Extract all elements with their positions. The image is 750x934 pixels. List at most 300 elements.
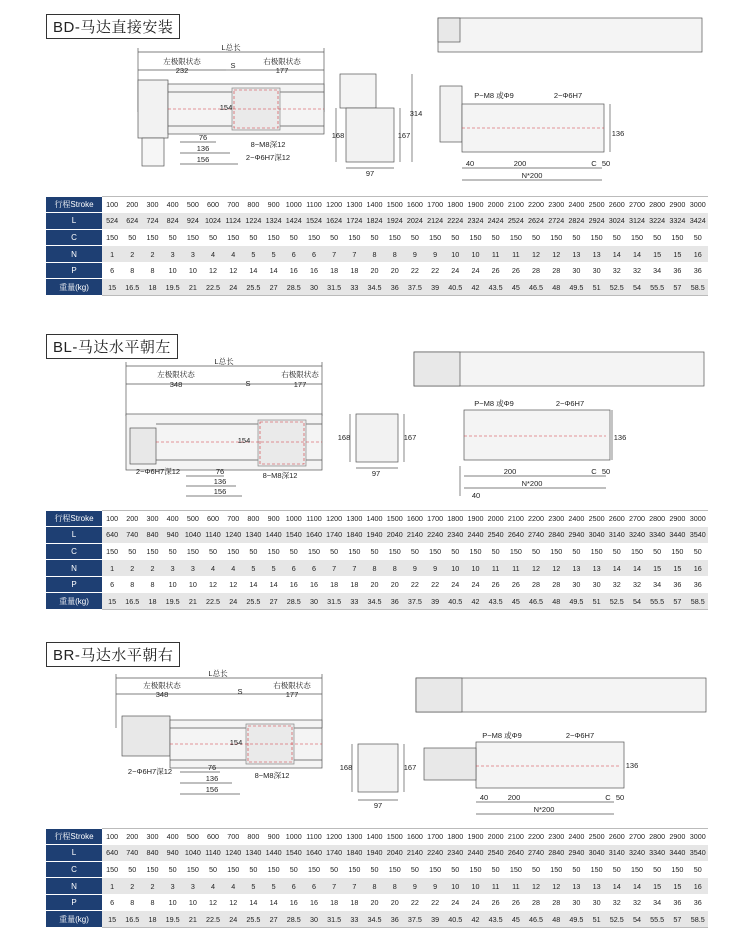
table-cell: 34	[647, 894, 667, 911]
row-label: L	[46, 213, 102, 230]
table-cell: 14	[607, 560, 627, 577]
table-row	[46, 213, 708, 230]
dim-m8: 8−M8深12	[250, 140, 286, 149]
table-cell: 150	[465, 861, 485, 878]
table-cell: 1100	[304, 197, 324, 213]
table-cell: 26	[486, 576, 506, 593]
table-cell: 150	[183, 861, 203, 878]
table-cell: 14	[243, 576, 263, 593]
table-cell: 50	[687, 543, 708, 560]
table-cell: 20	[364, 576, 384, 593]
table-cell: 400	[163, 197, 183, 213]
table-cell: 150	[264, 229, 284, 246]
table-cell: 18	[324, 576, 344, 593]
table-cell: 34	[647, 576, 667, 593]
table-cell: 4	[223, 560, 243, 577]
table-cell: 600	[203, 829, 223, 845]
table-cell: 4	[223, 878, 243, 895]
table-cell: 2224	[445, 213, 465, 230]
table-cell: 1840	[344, 527, 364, 544]
table-cell: 2400	[566, 197, 586, 213]
table-cell: 2140	[405, 845, 425, 862]
table-cell: 50	[324, 861, 344, 878]
table-cell: 11	[506, 878, 526, 895]
table-cell: 50	[405, 229, 425, 246]
table-cell: 150	[587, 861, 607, 878]
table-cell: 36	[385, 593, 405, 610]
table-cell: 2024	[405, 213, 425, 230]
table-cell: 50	[284, 543, 304, 560]
table-cell: 300	[142, 197, 162, 213]
table-cell: 15	[667, 878, 687, 895]
dim-pin: 2−Φ6H7深12	[245, 153, 291, 162]
dim-136: 136	[196, 144, 210, 153]
table-cell: 24	[445, 894, 465, 911]
table-cell: 50	[163, 229, 183, 246]
table-row	[46, 894, 708, 911]
table-cell: 50	[486, 861, 506, 878]
table-cell: 2000	[486, 829, 506, 845]
table-cell: 7	[344, 560, 364, 577]
table-cell: 1040	[183, 527, 203, 544]
table-cell: 50	[566, 543, 586, 560]
dim-200: 200	[507, 793, 521, 802]
table-cell: 20	[385, 576, 405, 593]
table-cell: 43.5	[486, 279, 506, 296]
table-cell: 28	[546, 576, 566, 593]
drawing-br	[0, 632, 750, 822]
table-cell: 1100	[304, 829, 324, 845]
table-cell: 150	[183, 229, 203, 246]
table-cell: 3124	[627, 213, 647, 230]
table-cell: 24	[465, 262, 485, 279]
table-cell: 37.5	[405, 911, 425, 928]
table-cell: 19.5	[163, 911, 183, 928]
table-cell: 3540	[687, 845, 708, 862]
table-cell: 24	[445, 576, 465, 593]
table-cell: 1000	[284, 829, 304, 845]
table-cell: 3240	[627, 527, 647, 544]
table-cell: 57	[667, 911, 687, 928]
table-cell: 2924	[587, 213, 607, 230]
table-cell: 50	[566, 861, 586, 878]
table-cell: 8	[364, 246, 384, 263]
table-cell: 1800	[445, 197, 465, 213]
table-cell: 6	[284, 246, 304, 263]
table-cell: 26	[486, 262, 506, 279]
table-cell: 1800	[445, 511, 465, 527]
table-cell: 12	[526, 246, 546, 263]
table-cell: 150	[102, 229, 122, 246]
dim-97: 97	[373, 801, 383, 810]
table-cell: 100	[102, 829, 122, 845]
dim-168: 168	[339, 763, 353, 772]
table-cell: 2140	[405, 527, 425, 544]
table-cell: 150	[667, 543, 687, 560]
dim-left-limit: 左极限状态	[143, 681, 181, 690]
table-cell: 150	[304, 543, 324, 560]
dim-200: 200	[513, 159, 527, 168]
table-cell: 1640	[304, 845, 324, 862]
table-cell: 43.5	[486, 911, 506, 928]
dim-pm8: P−M8 或Φ9	[474, 399, 514, 408]
table-cell: 2440	[465, 845, 485, 862]
table-cell: 14	[264, 576, 284, 593]
table-cell: 2800	[647, 197, 667, 213]
table-cell: 1540	[284, 845, 304, 862]
table-cell: 16	[304, 262, 324, 279]
table-cell: 2500	[587, 829, 607, 845]
table-cell: 6	[102, 262, 122, 279]
table-cell: 22	[425, 894, 445, 911]
table-cell: 1740	[324, 845, 344, 862]
table-cell: 8	[122, 894, 142, 911]
table-cell: 14	[607, 878, 627, 895]
table-cell: 16	[304, 576, 324, 593]
table-cell: 8	[364, 560, 384, 577]
table-cell: 2100	[506, 197, 526, 213]
table-cell: 6	[284, 878, 304, 895]
table-cell: 8	[385, 878, 405, 895]
table-cell: 8	[385, 246, 405, 263]
table-cell: 150	[223, 543, 243, 560]
table-cell: 14	[627, 878, 647, 895]
table-cell: 3224	[647, 213, 667, 230]
table-cell: 32	[607, 894, 627, 911]
table-cell: 46.5	[526, 279, 546, 296]
row-label: C	[46, 229, 102, 246]
row-label: 行程Stroke	[46, 511, 102, 527]
dim-156: 156	[213, 487, 227, 496]
table-cell: 18	[344, 262, 364, 279]
table-cell: 50	[647, 861, 667, 878]
dim-167: 167	[397, 131, 411, 140]
table-cell: 900	[264, 511, 284, 527]
table-cell: 11	[506, 246, 526, 263]
dim-n200: N*200	[533, 805, 555, 814]
table-cell: 11	[506, 560, 526, 577]
table-cell: 1840	[344, 845, 364, 862]
table-cell: 1200	[324, 829, 344, 845]
table-cell: 13	[566, 878, 586, 895]
row-label: 重量(kg)	[46, 279, 102, 296]
table-cell: 500	[183, 197, 203, 213]
table-cell: 900	[264, 829, 284, 845]
table-cell: 36	[385, 279, 405, 296]
table-cell: 700	[223, 197, 243, 213]
table-cell: 39	[425, 911, 445, 928]
table-cell: 8	[142, 262, 162, 279]
row-label: 重量(kg)	[46, 911, 102, 928]
table-row	[46, 861, 708, 878]
dim-left-value: 232	[175, 66, 189, 75]
table-cell: 1900	[465, 829, 485, 845]
table-cell: 2624	[526, 213, 546, 230]
table-cell: 20	[385, 262, 405, 279]
table-cell: 24	[223, 911, 243, 928]
dim-pm8: P−M8 或Φ9	[482, 731, 522, 740]
table-cell: 2	[122, 246, 142, 263]
table-cell: 1300	[344, 829, 364, 845]
dim-right-limit: 右极限状态	[273, 681, 311, 690]
table-cell: 2700	[627, 197, 647, 213]
table-row	[46, 829, 708, 845]
table-cell: 36	[667, 576, 687, 593]
table-cell: 1600	[405, 197, 425, 213]
dim-stroke: S	[245, 379, 251, 388]
table-cell: 15	[647, 246, 667, 263]
table-cell: 32	[627, 894, 647, 911]
table-cell: 640	[102, 527, 122, 544]
table-cell: 58.5	[687, 593, 708, 610]
table-cell: 940	[163, 527, 183, 544]
table-cell: 3140	[607, 527, 627, 544]
table-cell: 2900	[667, 829, 687, 845]
table-cell: 150	[546, 229, 566, 246]
section-title: BD-马达直接安装	[46, 14, 180, 39]
table-cell: 50	[324, 543, 344, 560]
table-cell: 1040	[183, 845, 203, 862]
table-row	[46, 593, 708, 610]
table-cell: 800	[243, 511, 263, 527]
section-bd	[0, 0, 750, 300]
table-cell: 2340	[445, 527, 465, 544]
section-br	[0, 632, 750, 932]
table-cell: 150	[223, 861, 243, 878]
dim-50: 50	[601, 159, 611, 168]
row-label: C	[46, 543, 102, 560]
table-cell: 1200	[324, 197, 344, 213]
dim-50: 50	[615, 793, 625, 802]
table-cell: 2000	[486, 197, 506, 213]
table-cell: 28	[526, 894, 546, 911]
table-cell: 1824	[364, 213, 384, 230]
table-cell: 800	[243, 829, 263, 845]
table-cell: 36	[667, 262, 687, 279]
table-cell: 50	[122, 543, 142, 560]
spec-table-bd	[46, 196, 708, 296]
dim-left-value: 348	[169, 380, 183, 389]
table-cell: 2240	[425, 845, 445, 862]
table-cell: 50	[122, 861, 142, 878]
table-cell: 32	[607, 576, 627, 593]
table-cell: 28.5	[284, 911, 304, 928]
table-cell: 1900	[465, 197, 485, 213]
table-cell: 12	[203, 576, 223, 593]
table-cell: 8	[142, 894, 162, 911]
table-cell: 50	[486, 543, 506, 560]
table-cell: 9	[405, 878, 425, 895]
table-row	[46, 279, 708, 296]
table-cell: 150	[344, 861, 364, 878]
table-cell: 2500	[587, 197, 607, 213]
dim-40: 40	[471, 491, 481, 500]
table-cell: 2600	[607, 511, 627, 527]
table-cell: 10	[163, 262, 183, 279]
table-cell: 3340	[647, 845, 667, 862]
table-cell: 5	[264, 246, 284, 263]
table-cell: 21	[183, 593, 203, 610]
table-cell: 3	[163, 878, 183, 895]
table-cell: 900	[264, 197, 284, 213]
table-cell: 30	[304, 911, 324, 928]
table-cell: 1600	[405, 829, 425, 845]
table-cell: 2940	[566, 845, 586, 862]
table-cell: 16	[284, 894, 304, 911]
table-cell: 12	[203, 894, 223, 911]
table-cell: 5	[243, 246, 263, 263]
table-cell: 14	[627, 560, 647, 577]
dim-76: 76	[207, 763, 217, 772]
table-cell: 1300	[344, 511, 364, 527]
table-cell: 3424	[687, 213, 708, 230]
row-label: L	[46, 527, 102, 544]
table-cell: 7	[324, 246, 344, 263]
table-cell: 3040	[587, 527, 607, 544]
table-cell: 1440	[264, 845, 284, 862]
table-cell: 3	[183, 246, 203, 263]
table-cell: 36	[687, 262, 708, 279]
table-cell: 624	[122, 213, 142, 230]
table-cell: 150	[385, 229, 405, 246]
table-row	[46, 878, 708, 895]
table-cell: 57	[667, 593, 687, 610]
table-cell: 2940	[566, 527, 586, 544]
table-cell: 46.5	[526, 593, 546, 610]
table-cell: 6	[304, 878, 324, 895]
table-row	[46, 262, 708, 279]
table-cell: 6	[284, 560, 304, 577]
table-cell: 10	[163, 894, 183, 911]
table-cell: 7	[344, 246, 364, 263]
table-cell: 150	[344, 229, 364, 246]
dim-167: 167	[403, 433, 417, 442]
table-cell: 50	[687, 229, 708, 246]
table-cell: 1300	[344, 197, 364, 213]
dim-40: 40	[465, 159, 475, 168]
row-label: P	[46, 262, 102, 279]
table-cell: 1700	[425, 511, 445, 527]
table-cell: 1524	[304, 213, 324, 230]
table-cell: 50	[163, 543, 183, 560]
table-cell: 2040	[385, 527, 405, 544]
table-cell: 10	[183, 894, 203, 911]
table-row	[46, 229, 708, 246]
table-cell: 800	[243, 197, 263, 213]
table-cell: 1	[102, 560, 122, 577]
table-cell: 6	[102, 576, 122, 593]
table-cell: 1240	[223, 527, 243, 544]
table-cell: 2800	[647, 829, 667, 845]
table-cell: 14	[607, 246, 627, 263]
table-cell: 524	[102, 213, 122, 230]
table-cell: 36	[687, 894, 708, 911]
table-cell: 50	[405, 861, 425, 878]
table-cell: 2100	[506, 829, 526, 845]
table-cell: 9	[425, 878, 445, 895]
table-cell: 4	[203, 246, 223, 263]
table-cell: 22.5	[203, 279, 223, 296]
table-cell: 150	[506, 229, 526, 246]
table-cell: 50	[647, 229, 667, 246]
table-cell: 3324	[667, 213, 687, 230]
table-cell: 49.5	[566, 911, 586, 928]
row-label: N	[46, 878, 102, 895]
table-cell: 1	[102, 878, 122, 895]
table-cell: 2340	[445, 845, 465, 862]
table-cell: 9	[425, 560, 445, 577]
table-cell: 1800	[445, 829, 465, 845]
table-cell: 150	[627, 861, 647, 878]
table-cell: 51	[587, 593, 607, 610]
table-cell: 5	[243, 560, 263, 577]
table-cell: 9	[405, 560, 425, 577]
dim-200: 200	[503, 467, 517, 476]
dim-right-limit: 右极限状态	[263, 57, 301, 66]
table-cell: 150	[304, 229, 324, 246]
table-cell: 10	[163, 576, 183, 593]
dim-167: 167	[403, 763, 417, 772]
table-cell: 150	[506, 861, 526, 878]
table-cell: 2	[142, 246, 162, 263]
table-cell: 12	[546, 560, 566, 577]
table-cell: 28	[526, 262, 546, 279]
table-cell: 12	[223, 894, 243, 911]
dim-97: 97	[371, 469, 381, 478]
table-cell: 52.5	[607, 911, 627, 928]
table-cell: 20	[364, 262, 384, 279]
table-cell: 3000	[687, 197, 708, 213]
table-row	[46, 543, 708, 560]
table-cell: 1740	[324, 527, 344, 544]
dim-40: 40	[479, 793, 489, 802]
table-cell: 150	[627, 229, 647, 246]
table-cell: 28	[546, 262, 566, 279]
table-cell: 26	[506, 262, 526, 279]
dim-pin: 2−Φ6H7深12	[135, 467, 181, 476]
table-cell: 40.5	[445, 279, 465, 296]
dim-76: 76	[215, 467, 225, 476]
dim-m8: 8−M8深12	[254, 771, 290, 780]
table-cell: 2700	[627, 511, 647, 527]
table-cell: 50	[607, 229, 627, 246]
table-cell: 22	[425, 576, 445, 593]
table-cell: 58.5	[687, 911, 708, 928]
table-cell: 24	[223, 593, 243, 610]
table-cell: 15	[667, 560, 687, 577]
table-cell: 14	[627, 246, 647, 263]
table-cell: 840	[142, 527, 162, 544]
table-cell: 13	[587, 246, 607, 263]
dim-total-length: L总长	[208, 669, 228, 678]
table-cell: 25.5	[243, 911, 263, 928]
table-cell: 1200	[324, 511, 344, 527]
table-cell: 34.5	[364, 279, 384, 296]
table-cell: 39	[425, 279, 445, 296]
table-cell: 11	[486, 560, 506, 577]
table-cell: 32	[627, 576, 647, 593]
table-cell: 3340	[647, 527, 667, 544]
table-cell: 150	[223, 229, 243, 246]
table-cell: 30	[566, 576, 586, 593]
table-cell: 2900	[667, 511, 687, 527]
table-cell: 43.5	[486, 593, 506, 610]
table-cell: 3	[163, 246, 183, 263]
table-cell: 1324	[264, 213, 284, 230]
dim-156: 156	[196, 155, 210, 164]
table-cell: 50	[526, 861, 546, 878]
table-cell: 22.5	[203, 593, 223, 610]
